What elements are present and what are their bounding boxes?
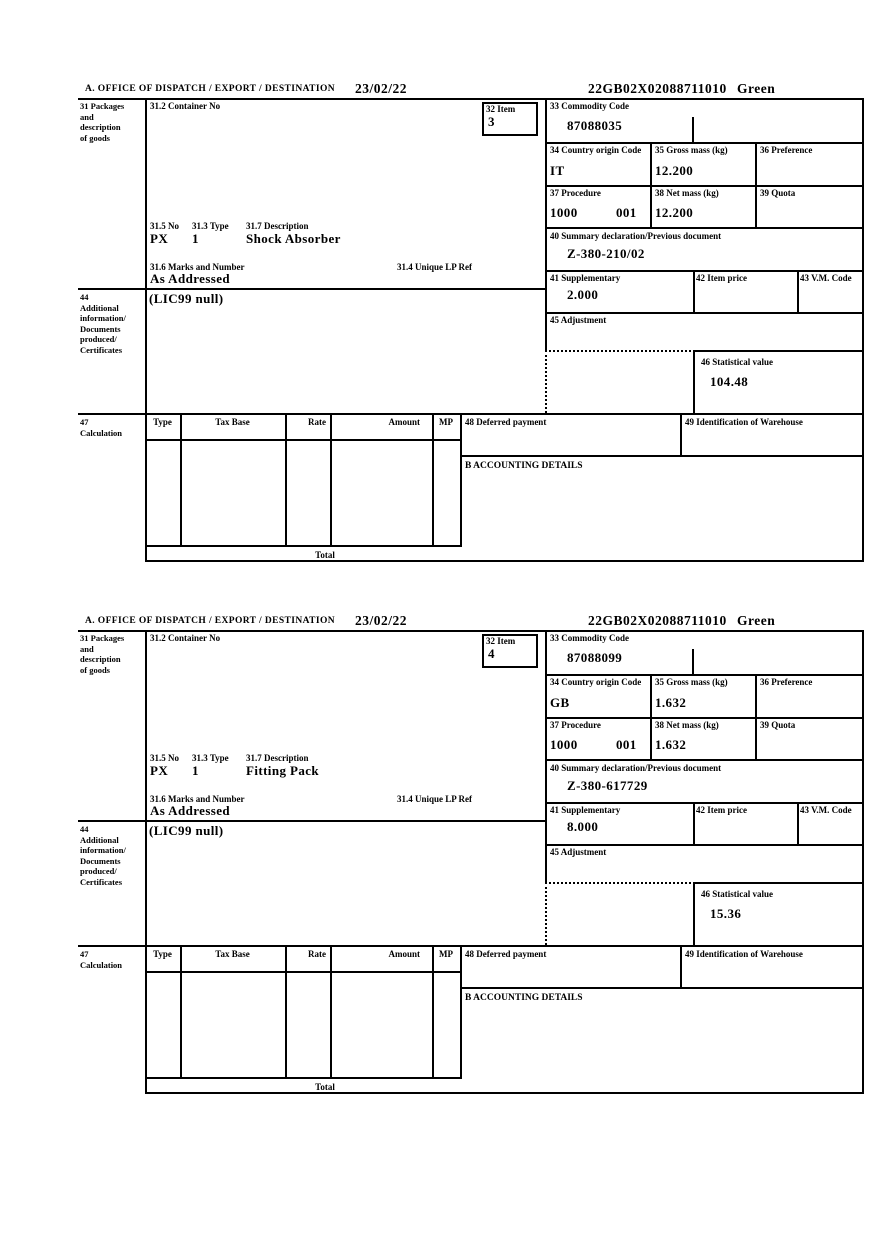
adjustment-label: 45 Adjustment <box>550 847 607 857</box>
divider-dotted <box>545 882 695 884</box>
quota-label: 39 Quota <box>760 188 796 198</box>
amount-header: Amount <box>388 417 420 427</box>
box47-label: 47 Calculation <box>80 417 123 438</box>
country-origin-value: GB <box>550 695 570 710</box>
divider <box>145 971 462 973</box>
tax-type-header: Type <box>153 949 172 959</box>
country-origin-value: IT <box>550 163 565 178</box>
container-no-label: 31.2 Container No <box>150 633 221 643</box>
box31-label: 31 Packages and description of goods <box>80 633 125 675</box>
additional-information-value: (LIC99 null) <box>149 823 224 838</box>
procedure-value: 1000 <box>550 205 578 220</box>
item-label: 32 Item <box>486 104 516 114</box>
item-label: 32 Item <box>486 636 516 646</box>
preference-label: 36 Preference <box>760 677 813 687</box>
unique-lp-ref-label: 31.4 Unique LP Ref <box>397 794 473 804</box>
divider <box>545 270 864 272</box>
packages-type-value: 1 <box>192 763 199 778</box>
divider-dotted <box>545 350 695 352</box>
gross-mass-label: 35 Gross mass (kg) <box>655 145 728 155</box>
declaration-date: 23/02/22 <box>355 613 408 628</box>
previous-document-value: Z-380-617729 <box>567 778 648 793</box>
deferred-payment-label: 48 Deferred payment <box>465 949 547 959</box>
declaration-date: 23/02/22 <box>355 81 408 96</box>
quota-label: 39 Quota <box>760 720 796 730</box>
previous-document-label: 40 Summary declaration/Previous document <box>550 231 722 241</box>
divider <box>755 674 757 759</box>
divider <box>650 674 652 759</box>
divider <box>545 142 864 144</box>
net-mass-value: 12.200 <box>655 205 694 220</box>
adjustment-label: 45 Adjustment <box>550 315 607 325</box>
tax-type-header: Type <box>153 417 172 427</box>
office-of-dispatch-header: A. OFFICE OF DISPATCH / EXPORT / DESTINATION <box>85 84 336 94</box>
divider <box>545 185 864 187</box>
box31-label: 31 Packages and description of goods <box>80 101 125 143</box>
entry-number: 22GB02X02088711010 <box>588 81 727 96</box>
divider <box>693 802 695 844</box>
divider <box>78 630 864 632</box>
commodity-code-separator <box>692 117 694 142</box>
packages-no-label: 31.5 No <box>150 221 179 231</box>
divider <box>460 945 462 1077</box>
divider <box>78 820 547 822</box>
warehouse-id-label: 49 Identification of Warehouse <box>685 417 803 427</box>
procedure-label: 37 Procedure <box>550 720 601 730</box>
divider <box>862 98 864 562</box>
marks-label: 31.6 Marks and Number <box>150 262 245 272</box>
marks-value: As Addressed <box>150 271 231 286</box>
divider <box>145 1092 864 1094</box>
warehouse-id-label: 49 Identification of Warehouse <box>685 949 803 959</box>
packages-no-value: PX <box>150 231 169 246</box>
description-value: Shock Absorber <box>246 231 341 246</box>
divider <box>180 413 182 545</box>
procedure-extension-value: 001 <box>616 737 637 752</box>
office-of-dispatch-header: A. OFFICE OF DISPATCH / EXPORT / DESTINATION <box>85 616 336 626</box>
total-label: Total <box>315 1082 335 1092</box>
divider <box>432 945 434 1077</box>
divider <box>330 413 332 545</box>
supplementary-label: 41 Supplementary <box>550 273 621 283</box>
divider <box>545 844 864 846</box>
divider <box>693 882 864 884</box>
tax-base-header: Tax Base <box>215 417 250 427</box>
marks-label: 31.6 Marks and Number <box>150 794 245 804</box>
gross-mass-value: 12.200 <box>655 163 694 178</box>
commodity-code-label: 33 Commodity Code <box>550 633 629 643</box>
net-mass-value: 1.632 <box>655 737 687 752</box>
rate-header: Rate <box>308 949 326 959</box>
statistical-value-label: 46 Statistical value <box>701 889 773 899</box>
divider <box>78 98 864 100</box>
box47-label: 47 Calculation <box>80 949 123 970</box>
description-value: Fitting Pack <box>246 763 320 778</box>
description-label: 31.7 Description <box>246 753 309 763</box>
divider <box>145 439 462 441</box>
procedure-label: 37 Procedure <box>550 188 601 198</box>
divider <box>545 227 864 229</box>
total-label: Total <box>315 550 335 560</box>
divider <box>862 630 864 1094</box>
packages-no-label: 31.5 No <box>150 753 179 763</box>
procedure-extension-value: 001 <box>616 205 637 220</box>
statistical-value: 15.36 <box>710 906 742 921</box>
commodity-code-value: 87088099 <box>567 650 623 665</box>
accounting-details-label: B ACCOUNTING DETAILS <box>465 461 583 471</box>
divider <box>180 945 182 1077</box>
divider <box>545 717 864 719</box>
divider <box>145 98 147 562</box>
net-mass-label: 38 Net mass (kg) <box>655 188 719 198</box>
net-mass-label: 38 Net mass (kg) <box>655 720 719 730</box>
item-number-value: 3 <box>488 114 495 129</box>
commodity-code-value: 87088035 <box>567 118 623 133</box>
divider-dotted <box>545 350 547 413</box>
divider <box>285 413 287 545</box>
statistical-value-label: 46 Statistical value <box>701 357 773 367</box>
commodity-code-separator <box>692 649 694 674</box>
additional-information-value: (LIC99 null) <box>149 291 224 306</box>
mp-header: MP <box>439 949 453 959</box>
description-label: 31.7 Description <box>246 221 309 231</box>
divider <box>545 759 864 761</box>
divider <box>460 455 864 457</box>
divider <box>432 413 434 545</box>
supplementary-value: 2.000 <box>567 287 599 302</box>
packages-type-label: 31.3 Type <box>192 753 229 763</box>
divider <box>545 312 864 314</box>
gross-mass-value: 1.632 <box>655 695 687 710</box>
item-price-label: 42 Item price <box>696 805 747 815</box>
divider <box>460 987 864 989</box>
mp-header: MP <box>439 417 453 427</box>
divider <box>285 945 287 1077</box>
divider <box>693 882 695 945</box>
routing-status: Green <box>737 613 776 628</box>
marks-value: As Addressed <box>150 803 231 818</box>
divider <box>145 630 147 1094</box>
vm-code-label: 43 V.M. Code <box>800 805 852 815</box>
accounting-details-label: B ACCOUNTING DETAILS <box>465 993 583 1003</box>
divider <box>693 350 864 352</box>
container-no-label: 31.2 Container No <box>150 101 221 111</box>
country-origin-label: 34 Country origin Code <box>550 677 642 687</box>
divider-dotted <box>545 882 547 945</box>
divider <box>797 270 799 312</box>
packages-type-value: 1 <box>192 231 199 246</box>
divider <box>330 945 332 1077</box>
routing-status: Green <box>737 81 776 96</box>
declaration-item-sheet <box>78 612 864 1096</box>
divider <box>693 270 695 312</box>
gross-mass-label: 35 Gross mass (kg) <box>655 677 728 687</box>
unique-lp-ref-label: 31.4 Unique LP Ref <box>397 262 473 272</box>
statistical-value: 104.48 <box>710 374 749 389</box>
box44-label: 44 Additional information/ Documents produced/ Certificates <box>80 824 126 887</box>
item-number-value: 4 <box>488 646 495 661</box>
amount-header: Amount <box>388 949 420 959</box>
divider <box>680 413 682 455</box>
deferred-payment-label: 48 Deferred payment <box>465 417 547 427</box>
vm-code-label: 43 V.M. Code <box>800 273 852 283</box>
packages-type-label: 31.3 Type <box>192 221 229 231</box>
divider <box>693 350 695 413</box>
tax-base-header: Tax Base <box>215 949 250 959</box>
divider <box>650 142 652 227</box>
packages-no-value: PX <box>150 763 169 778</box>
box44-label: 44 Additional information/ Documents produced/ Certificates <box>80 292 126 355</box>
preference-label: 36 Preference <box>760 145 813 155</box>
country-origin-label: 34 Country origin Code <box>550 145 642 155</box>
previous-document-value: Z-380-210/02 <box>567 246 645 261</box>
divider <box>78 288 547 290</box>
divider <box>545 674 864 676</box>
divider <box>545 802 864 804</box>
commodity-code-label: 33 Commodity Code <box>550 101 629 111</box>
divider <box>680 945 682 987</box>
divider <box>797 802 799 844</box>
rate-header: Rate <box>308 417 326 427</box>
divider <box>755 142 757 227</box>
procedure-value: 1000 <box>550 737 578 752</box>
item-price-label: 42 Item price <box>696 273 747 283</box>
entry-number: 22GB02X02088711010 <box>588 613 727 628</box>
supplementary-label: 41 Supplementary <box>550 805 621 815</box>
declaration-item-sheet <box>78 80 864 564</box>
divider <box>145 560 864 562</box>
divider <box>460 413 462 545</box>
supplementary-value: 8.000 <box>567 819 599 834</box>
previous-document-label: 40 Summary declaration/Previous document <box>550 763 722 773</box>
